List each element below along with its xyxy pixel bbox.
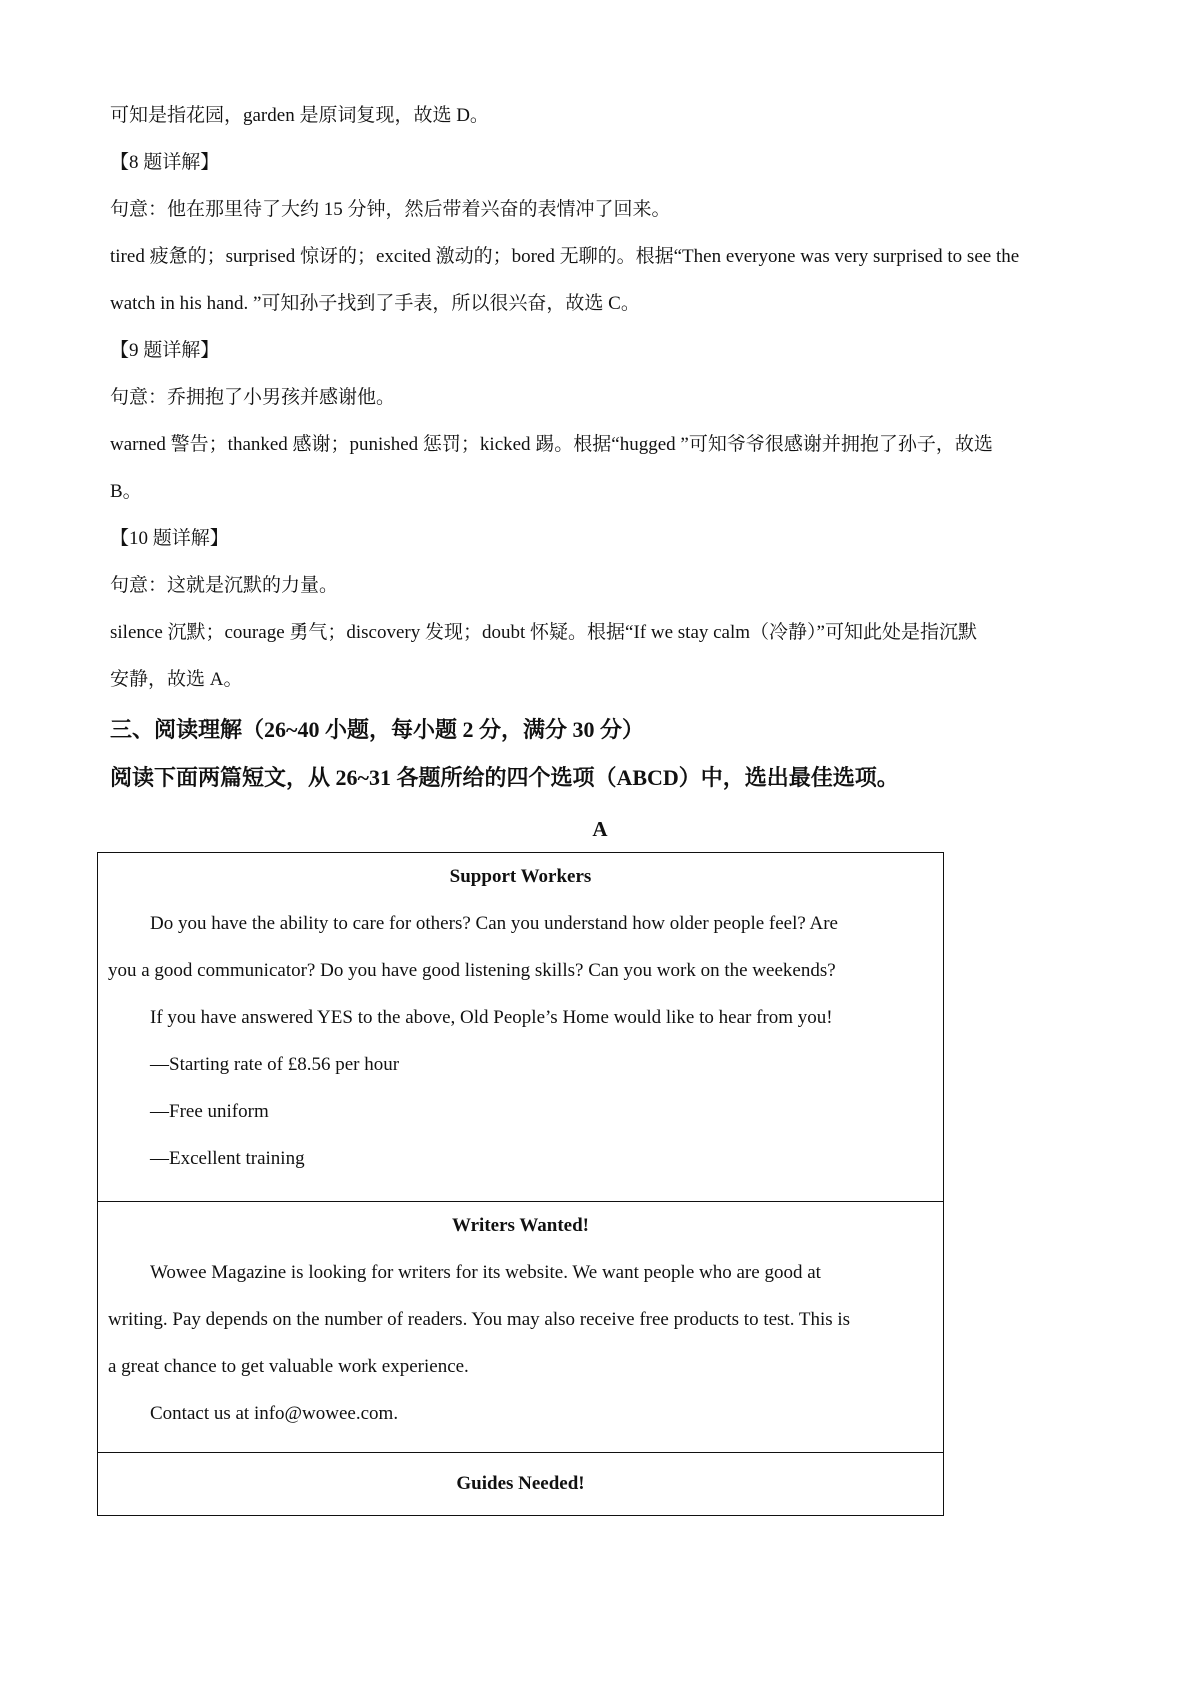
ad-text: you a good communicator? Do you have good listening skills? Can you work on the weekends? xyxy=(108,960,836,981)
text-line: silence 沉默；courage 勇气；discovery 发现；doubt 怀疑。根据“If we stay calm（冷静）”可知此处是指沉默 xyxy=(110,622,977,643)
ad-text: Do you have the ability to care for others? Can you understand how older people feel? Are xyxy=(150,913,838,934)
ad-text: a great chance to get valuable work experience. xyxy=(108,1356,469,1377)
text-line: 可知是指花园，garden 是原词复现，故选 D。 xyxy=(110,105,489,126)
ad-benefit: —Excellent training xyxy=(150,1148,305,1169)
ad-support-workers xyxy=(98,853,943,1202)
ads-table xyxy=(97,852,944,1516)
section-heading: 三、阅读理解（26~40 小题，每小题 2 分，满分 30 分） xyxy=(110,717,644,742)
ad-title: Writers Wanted! xyxy=(451,1215,590,1236)
question-8-heading: 【8 题详解】 xyxy=(110,152,220,173)
ad-title: Guides Needed! xyxy=(456,1473,585,1494)
text-line: 安静，故选 A。 xyxy=(110,669,243,690)
ad-guides-needed xyxy=(98,1453,943,1515)
text-line: warned 警告；thanked 感谢；punished 惩罚；kicked 踢。根据“hugged ”可知爷爷很感谢并拥抱了孙子，故选 xyxy=(110,434,993,455)
ad-writers-wanted xyxy=(98,1202,943,1453)
ad-text: writing. Pay depends on the number of readers. You may also receive free products to test. This is xyxy=(108,1309,851,1330)
passage-label: A xyxy=(592,817,608,841)
instruction: 阅读下面两篇短文，从 26~31 各题所给的四个选项（ABCD）中，选出最佳选项。 xyxy=(110,765,899,790)
question-9-heading: 【9 题详解】 xyxy=(110,340,220,361)
text-line: B。 xyxy=(110,481,142,502)
ad-benefit: —Starting rate of £8.56 per hour xyxy=(150,1054,400,1075)
text-line: watch in his hand. ”可知孙子找到了手表，所以很兴奋，故选 C。 xyxy=(110,293,640,314)
question-10-heading: 【10 题详解】 xyxy=(110,528,229,549)
text-line: tired 疲惫的；surprised 惊讶的；excited 激动的；bored 无聊的。根据“Then everyone was very surprised to see the xyxy=(110,246,1020,267)
ad-contact: Contact us at info@wowee.com. xyxy=(150,1403,399,1424)
ad-title: Support Workers xyxy=(449,866,592,887)
text-line: 句意：乔拥抱了小男孩并感谢他。 xyxy=(110,387,396,408)
text-line: 句意：这就是沉默的力量。 xyxy=(110,575,339,596)
ad-benefit: —Free uniform xyxy=(150,1101,269,1122)
ad-text: Wowee Magazine is looking for writers for its website. We want people who are good at xyxy=(150,1262,821,1283)
text-line: 句意：他在那里待了大约 15 分钟，然后带着兴奋的表情冲了回来。 xyxy=(110,199,671,220)
ad-text: If you have answered YES to the above, Old People’s Home would like to hear from you! xyxy=(150,1007,833,1028)
